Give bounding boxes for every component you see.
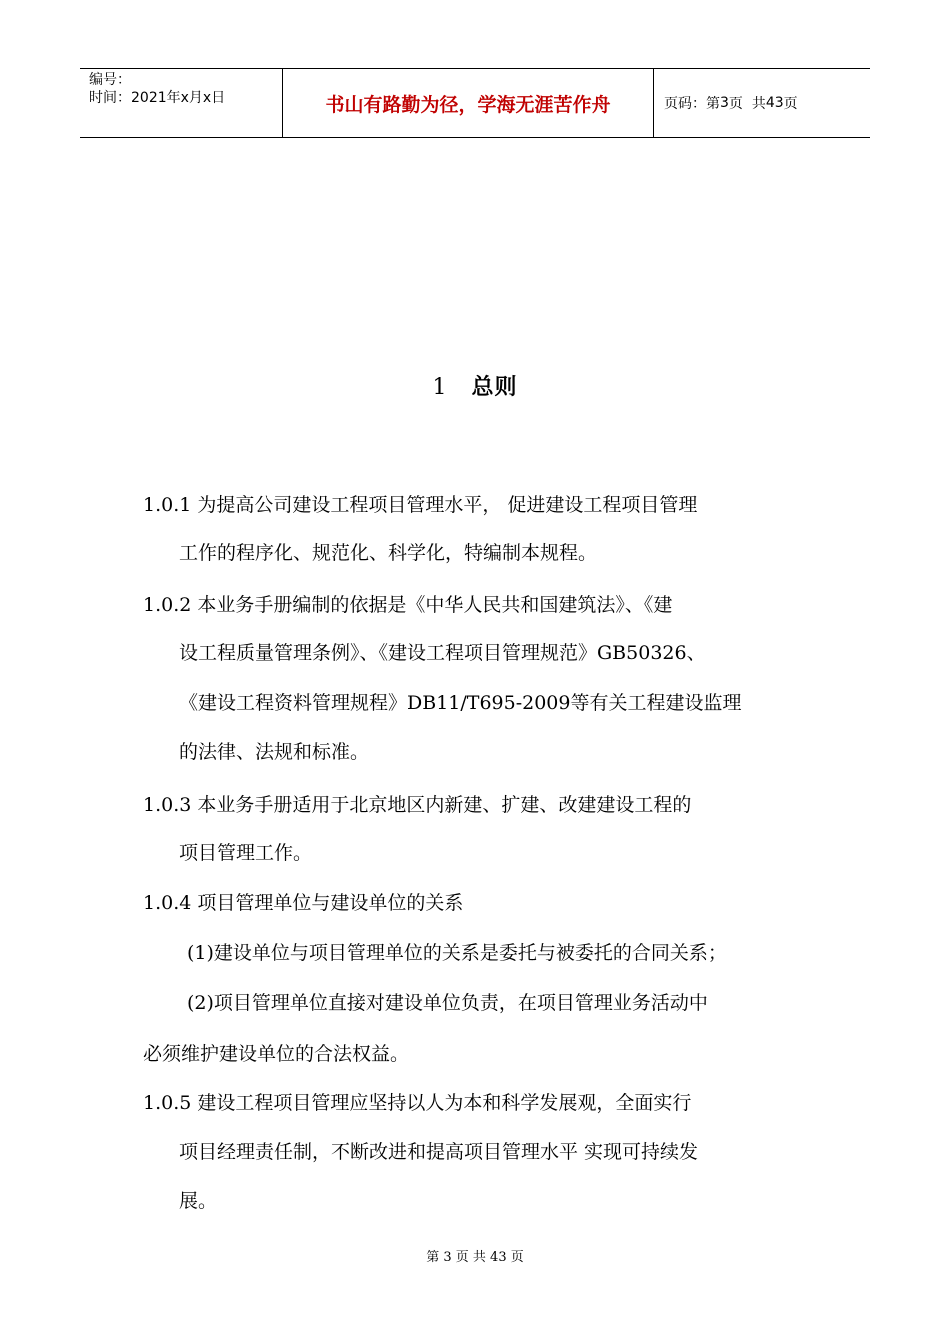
header-meta (80, 69, 282, 137)
page-total: 43 (765, 95, 784, 111)
paragraph-line: 1.0.2 本业务手册编制的依据是《中华人民共和国建筑法》、《建 (143, 594, 673, 616)
paragraph-line: 1.0.1 为提高公司建设工程项目管理水平， 促进建设工程项目管理 (143, 494, 698, 516)
paragraph-line: 1.0.4 项目管理单位与建设单位的关系 (143, 892, 464, 914)
paragraph-line: 设工程质量管理条例》、《建设工程项目管理规范》GB50326、 (179, 642, 706, 664)
chapter-number: 1 (432, 375, 448, 400)
serial-label: 编号： (89, 72, 131, 88)
page-header (80, 68, 870, 138)
footer-page-number: 第 3 页 共 43 页 (426, 1250, 524, 1265)
paragraph-line: 的法律、法规和标准。 (179, 741, 370, 763)
paragraph-line: 项目经理责任制，不断改进和提高项目管理水平 实现可持续发 (179, 1141, 699, 1163)
page-mid: 页 共 (728, 96, 766, 112)
header-motto: 书山有路勤为径，学海无涯苦作舟 (282, 69, 654, 137)
page-suffix: 页 (783, 96, 798, 112)
paragraph-line: 《建设工程资料管理规程》DB11/T695-2009等有关工程建设监理 (179, 692, 742, 714)
paragraph-line: (1)建设单位与项目管理单位的关系是委托与被委托的合同关系； (187, 942, 727, 964)
chapter-title (0, 370, 950, 401)
chapter-heading: 总则 (471, 374, 518, 400)
paragraph-line: 项目管理工作。 (179, 842, 313, 864)
header-page-info (654, 69, 870, 137)
paragraph-line: 展。 (179, 1190, 218, 1212)
page-prefix: 页码：第 (664, 96, 720, 112)
paragraph-line: 工作的程序化、规范化、科学化，特编制本规程。 (179, 542, 598, 564)
paragraph-line: 1.0.5 建设工程项目管理应坚持以人为本和科学发展观，全面实行 (143, 1092, 692, 1114)
paragraph-line: 1.0.3 本业务手册适用于北京地区内新建、扩建、改建建设工程的 (143, 794, 692, 816)
date-label: 时间：2021年x月x日 (89, 90, 226, 106)
paragraph-line: 必须维护建设单位的合法权益。 (143, 1043, 410, 1065)
paragraph-line: (2)项目管理单位直接对建设单位负责，在项目管理业务活动中 (187, 992, 708, 1014)
page-footer (0, 1246, 950, 1265)
page-current: 3 (720, 95, 729, 111)
